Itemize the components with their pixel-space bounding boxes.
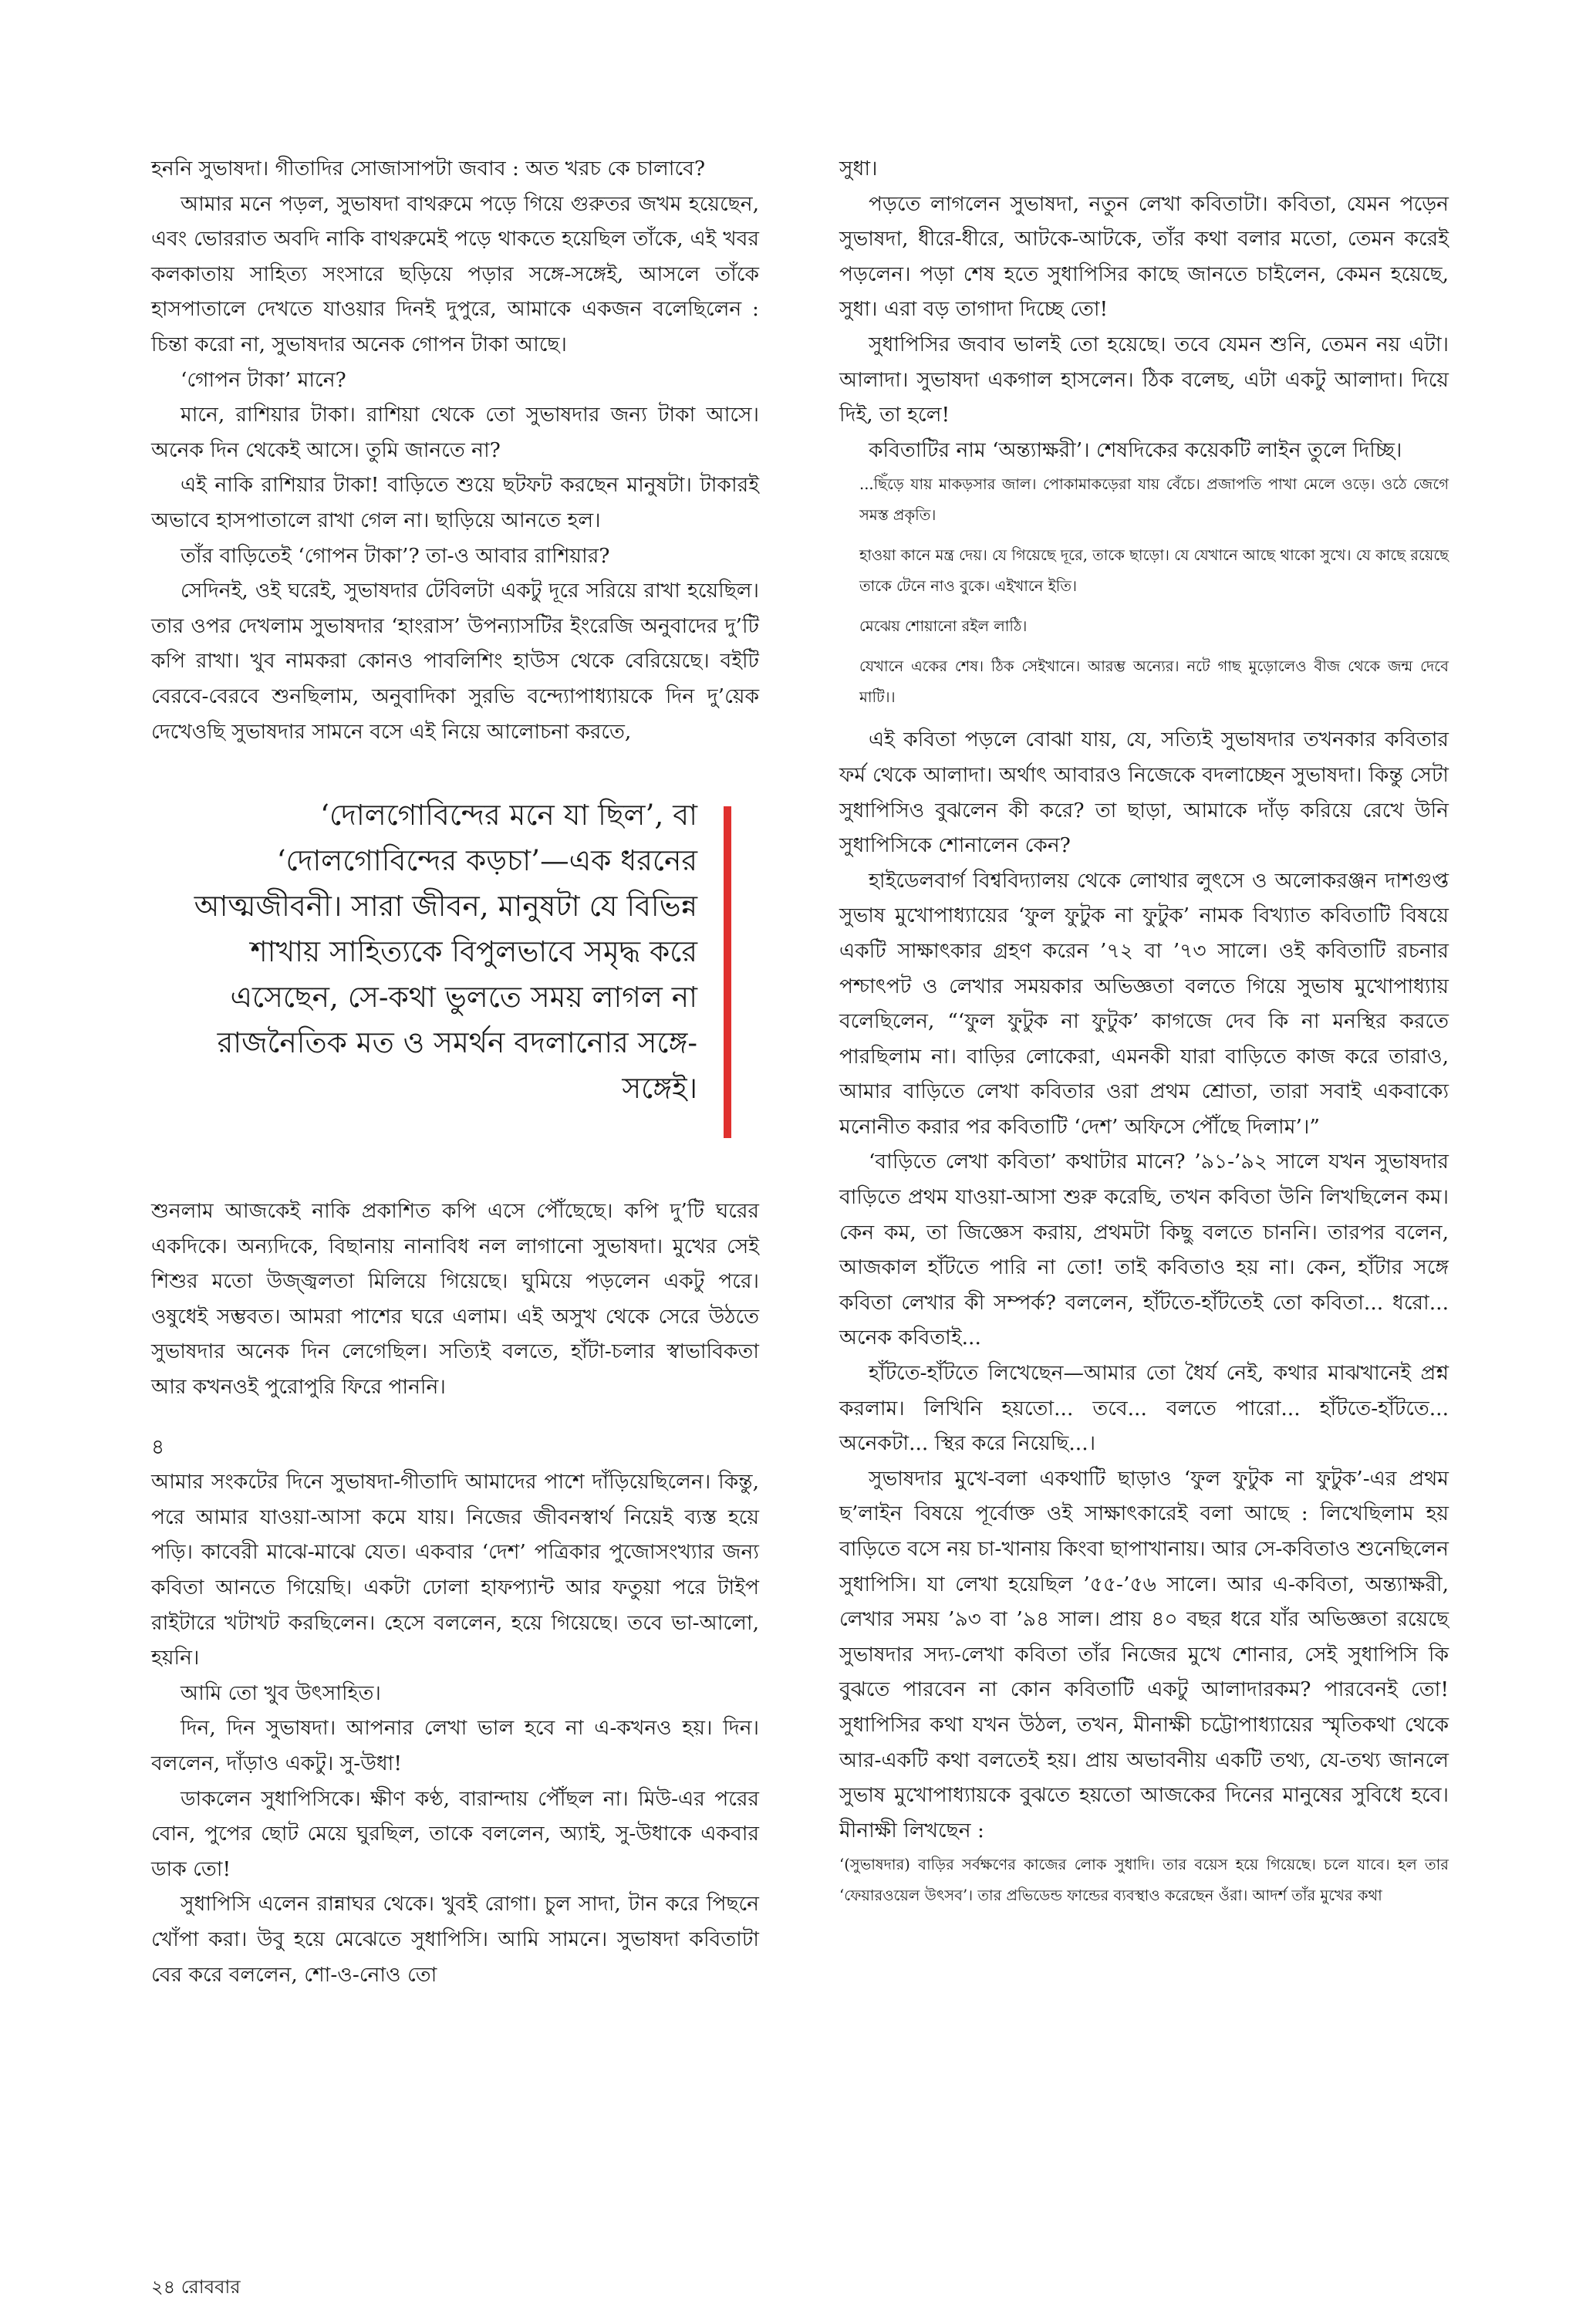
paragraph: আমার সংকটের দিনে সুভাষদা-গীতাদি আমাদের পাশে দাঁড়িয়েছিলেন। কিন্তু, পরে আমার যাওয়া-আসা কমে যায়। নিজের জীবনস্বার্থ নিয়েই ব্যস্ত হয়ে পড়ি। কাবেরী মাঝে-মাঝে যেত। একবার ‘দেশ’ পত্রিকার পুজোসংখ্যার জন্য কবিতা আনতে গিয়েছি। একটা ঢোলা হাফপ্যান্ট আর ফতুয়া পরে টাইপ রাইটারে খটাখট করছিলেন। হেসে বললেন, হয়ে গিয়েছে। তবে ভা-আলো, হয়নি। (151, 1470, 759, 1670)
closing-quote: ‘(সুভাষদার) বাড়ির সর্বক্ষণের কাজের লোক সুধাদি। তার বয়েস হয়ে গিয়েছে। চলে যাবে। হল তার ‘ফেয়ারওয়েল উৎসব’। তার প্রভিডেন্ড ফান্ডের ব্যবস্থাও করেছেন ওঁরা। আদর্শ তাঁর মুখের কথা (839, 1856, 1449, 1905)
paragraph: কবিতাটির নাম ‘অন্ত্যাক্ষরী’। শেষদিকের কয়েকটি লাইন তুলে দিচ্ছি। (869, 437, 1402, 462)
paragraph: মানে, রাশিয়ার টাকা। রাশিয়া থেকে তো সুভাষদার জন্য টাকা আসে। অনেক দিন থেকেই আসে। তুমি জানতে না? (151, 403, 759, 462)
paragraph: ডাকলেন সুধাপিসিকে। ক্ষীণ কণ্ঠ, বারান্দায় পৌঁছল না। মিউ-এর পরের বোন, পুপের ছোট মেয়ে ঘুরছিল, তাকে বললেন, অ্যাই, সু-উধাকে একবার ডাক তো! (151, 1786, 759, 1881)
paragraph: সেদিনই, ওই ঘরেই, সুভাষদার টেবিলটা একটু দূরে সরিয়ে রাখা হয়েছিল। তার ওপর দেখলাম সুভাষদার ‘হাংরাস’ উপন্যাসটির ইংরেজি অনুবাদের দু’টি কপি রাখা। খুব নামকরা কোনও পাবলিশিং হাউস থেকে বেরিয়েছে। বইটি বেরবে-বেরবে শুনছিলাম, অনুবাদিকা সুরভি বন্দ্যোপাধ্যায়কে দিন দু’য়েক দেখেওছি সুভাষদার সামনে বসে এই নিয়ে আলোচনা করতে, (151, 579, 759, 744)
paragraph: হননি সুভাষদা। গীতাদির সোজাসাপটা জবাব : অত খরচ কে চালাবে? (151, 157, 706, 181)
page-footer: ২৪ রোববার (151, 2276, 241, 2298)
paragraph: সুভাষদার মুখে-বলা একথাটি ছাড়াও ‘ফুল ফুটুক না ফুটুক’-এর প্রথম ছ’লাইন বিষয়ে পূর্বোক্ত ওই সাক্ষাৎকারেই বলা আছে : লিখেছিলাম হয় বাড়িতে বসে নয় চা-খানায় কিংবা ছাপাখানায়। আর সে-কবিতাও শুনেছিলেন সুধাপিসি। যা লেখা হয়েছিল ’৫৫-’৫৬ সালে। আর এ-কবিতা, অন্ত্যাক্ষরী, লেখার সময় ’৯৩ বা ’৯৪ সাল। প্রায় ৪০ বছর ধরে যাঁর অভিজ্ঞতা রয়েছে সুভাষদার সদ্য-লেখা কবিতা তাঁর নিজের মুখে শোনার, সেই সুধাপিসি কি বুঝতে পারবেন না কোন কবিতাটি একটু আলাদারকম? পারবেনই তো! সুধাপিসির কথা যখন উঠল, তখন, মীনাক্ষী চট্টোপাধ্যায়ের স্মৃতিকথা থেকে আর-একটি কথা বলতেই হয়। প্রায় অভাবনীয় একটি তথ্য, যে-তথ্য জানলে সুভাষ মুখোপাধ্যায়কে বুঝতে হয়তো আজকের দিনের মানুষের সুবিধে হবে। মীনাক্ষী লিখছেন : (839, 1466, 1449, 1843)
paragraph: সুধাপিসির জবাব ভালই তো হয়েছে। তবে যেমন শুনি, তেমন নয় এটা। আলাদা। সুভাষদা একগাল হাসলেন। ঠিক বলেছ, এটা একটু আলাদা। দিয়ে দিই, তা হলে! (839, 332, 1449, 427)
poem-line: মেঝেয় শোয়ানো রইল লাঠি। (859, 617, 1028, 636)
right-column (839, 151, 1449, 1920)
paragraph: এই কবিতা পড়লে বোঝা যায়, যে, সত্যিই সুভাষদার তখনকার কবিতার ফর্ম থেকে আলাদা। অর্থাৎ আবারও নিজেকে বদলাচ্ছেন সুভাষদা। কিন্তু সেটা সুধাপিসিও বুঝলেন কী করে? তা ছাড়া, আমাকে দাঁড় করিয়ে রেখে উনি সুধাপিসিকে শোনালেন কেন? (839, 728, 1449, 858)
section-number: ৪ (151, 1434, 165, 1459)
paragraph: এই নাকি রাশিয়ার টাকা! বাড়িতে শুয়ে ছটফট করছেন মানুষটা। টাকারই অভাবে হাসপাতালে রাখা গেল না। ছাড়িয়ে আনতে হল। (151, 473, 759, 532)
paragraph: তাঁর বাড়িতেই ‘গোপন টাকা’? তা-ও আবার রাশিয়ার? (181, 543, 610, 568)
paragraph: আমি তো খুব উৎসাহিত। (181, 1681, 381, 1705)
pull-quote (151, 792, 759, 1163)
pull-quote-text: ‘দোলগোবিন্দের মনে যা ছিল’, বা ‘দোলগোবিন্দের কড়চা’—এক ধরনের আত্মজীবনী। সারা জীবন, মানুষটা যে বিভিন্ন শাখায় সাহিত্যকে বিপুলভাবে সমৃদ্ধ করে এসেছেন, সে-কথা ভুলতে সময় লাগল না রাজনৈতিক মত ও সমর্থন বদলানোর সঙ্গে-সঙ্গেই। (194, 798, 697, 1106)
paragraph: দিন, দিন সুভাষদা। আপনার লেখা ভাল হবে না এ-কখনও হয়। দিন। বললেন, দাঁড়াও একটু। সু-উধা! (151, 1716, 759, 1775)
paragraph: হাঁটতে-হাঁটতে লিখেছেন—আমার তো ধৈর্য নেই, কথার মাঝখানেই প্রশ্ন করলাম। লিখিনি হয়তো... তবে... বলতে পারো... হাঁটতে-হাঁটতে... অনেকটা... স্থির করে নিয়েছি...। (839, 1361, 1449, 1456)
paragraph: পড়তে লাগলেন সুভাষদা, নতুন লেখা কবিতাটা। কবিতা, যেমন পড়েন সুভাষদা, ধীরে-ধীরে, আটকে-আটকে, তাঁর কথা বলার মতো, তেমন করেই পড়লেন। পড়া শেষ হতে সুধাপিসির কাছে জানতে চাইলেন, কেমন হয়েছে, সুধা। এরা বড় তাগাদা দিচ্ছে তো! (839, 191, 1449, 322)
paragraph: সুধা। (839, 157, 878, 181)
poem-line: ...ছিঁড়ে যায় মাকড়সার জাল। পোকামাকড়েরা যায় বেঁচে। প্রজাপতি পাখা মেলে ওড়ে। ওঠে জেগে সমস্ত প্রকৃতি। (859, 475, 1449, 525)
poem-line: হাওয়া কানে মন্ত্র দেয়। যে গিয়েছে দূরে, তাকে ছাড়ো। যে যেখানে আছে থাকো সুখে। যে কাছে রয়েছে তাকে টেনে নাও বুকে। এইখানে ইতি। (859, 546, 1449, 596)
left-column (151, 151, 759, 1992)
paragraph: সুধাপিসি এলেন রান্নাঘর থেকে। খুবই রোগা। চুল সাদা, টান করে পিছনে খোঁপা করা। উবু হয়ে মেঝেতে সুধাপিসি। আমি সামনে। সুভাষদা কবিতাটা বের করে বললেন, শো-ও-নোও তো (151, 1892, 759, 1987)
pull-quote-accent-bar (724, 806, 731, 1138)
paragraph: হাইডেলবার্গ বিশ্ববিদ্যালয় থেকে লোথার লুৎসে ও অলোকরঞ্জন দাশগুপ্ত সুভাষ মুখোপাধ্যায়ের ‘ফুল ফুটুক না ফুটুক’ নামক বিখ্যাত কবিতাটি বিষয়ে একটি সাক্ষাৎকার গ্রহণ করেন ’৭২ বা ’৭৩ সালে। ওই কবিতাটি রচনার পশ্চাৎপট ও লেখার সময়কার অভিজ্ঞতা বলতে গিয়ে সুভাষ মুখোপাধ্যায় বলেছিলেন, “‘ফুল ফুটুক না ফুটুক’ কাগজে দেব কি না মনস্থির করতে পারছিলাম না। বাড়ির লোকেরা, এমনকী যারা বাড়িতে কাজ করে তারাও, আমার বাড়িতে লেখা কবিতার ওরা প্রথম শ্রোতা, তারা সবাই একবাক্যে মনোনীত করার পর কবিতাটি ‘দেশ’ অফিসে পৌঁছে দিলাম’।” (839, 868, 1449, 1139)
poem-line: যেখানে একের শেষ। ঠিক সেইখানে। আরম্ভ অন্যের। নটে গাছ মুড়োলেও বীজ থেকে জন্ম দেবে মাটি।। (859, 657, 1449, 707)
paragraph: আমার মনে পড়ল, সুভাষদা বাথরুমে পড়ে গিয়ে গুরুতর জখম হয়েছেন, এবং ভোররাত অবদি নাকি বাথরুমেই পড়ে থাকতে হয়েছিল তাঁকে, এই খবর কলকাতায় সাহিত্য সংসারে ছড়িয়ে পড়ার সঙ্গে-সঙ্গেই, আসলে তাঁকে হাসপাতালে দেখতে যাওয়ার দিনই দুপুরে, আমাকে একজন বলেছিলেন : চিন্তা করো না, সুভাষদার অনেক গোপন টাকা আছে। (151, 191, 759, 356)
paragraph: ‘বাড়িতে লেখা কবিতা’ কথাটার মানে? ’৯১-’৯২ সালে যখন সুভাষদার বাড়িতে প্রথম যাওয়া-আসা শুরু করেছি, তখন কবিতা উনি লিখছিলেন কম। কেন কম, তা জিজ্ঞেস করায়, প্রথমটা কিছু বলতে চাননি। তারপর বলেন, আজকাল হাঁটতে পারি না তো! তাই কবিতাও হয় না। কেন, হাঁটার সঙ্গে কবিতা লেখার কী সম্পর্ক? বললেন, হাঁটতে-হাঁটতেই তো কবিতা... ধরো... অনেক কবিতাই... (839, 1150, 1449, 1350)
poem-excerpt (839, 469, 1449, 713)
paragraph: ‘গোপন টাকা’ মানে? (181, 367, 346, 392)
paragraph: শুনলাম আজকেই নাকি প্রকাশিত কপি এসে পৌঁছেছে। কপি দু’টি ঘরের একদিকে। অন্যদিকে, বিছানায় নানাবিধ নল লাগানো সুভাষদা। মুখের সেই শিশুর মতো উজ্জ্বলতা মিলিয়ে গিয়েছে। ঘুমিয়ে পড়লেন একটু পরে। ওষুধেই সম্ভবত। আমরা পাশের ঘরে এলাম। এই অসুখ থেকে সেরে উঠতে সুভাষদার অনেক দিন লেগেছিল। সত্যিই বলতে, হাঁটা-চলার স্বাভাবিকতা আর কখনওই পুরোপুরি ফিরে পাননি। (151, 1199, 759, 1400)
